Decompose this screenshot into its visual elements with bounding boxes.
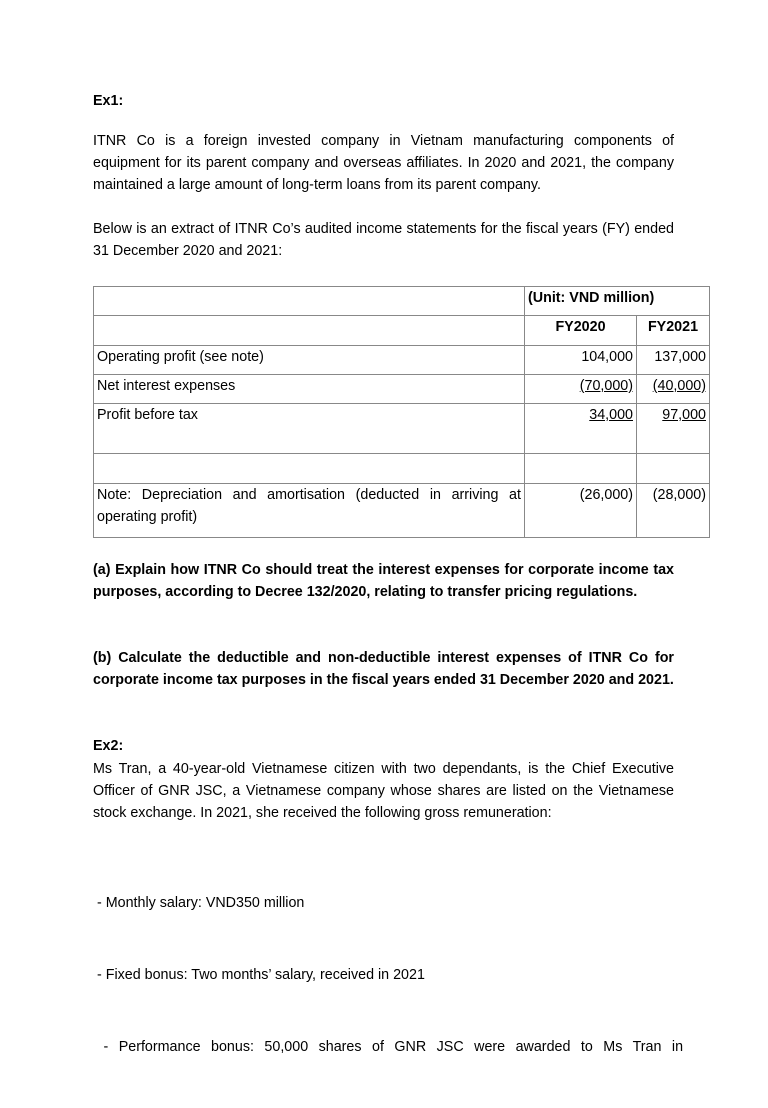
question-b: (b) Calculate the deductible and non-deductible interest expenses of ITNR Co for corporate income tax purposes in the fiscal years ended 31 December 2020 and 2021. — [93, 650, 674, 688]
list-item: - Fixed bonus: Two months’ salary, received in 2021 — [93, 967, 425, 983]
header-fy2020: FY2020 — [525, 316, 637, 346]
remuneration-list — [93, 848, 684, 1108]
header-fy2021: FY2021 — [637, 316, 710, 346]
ex2-heading: Ex2: — [93, 738, 124, 754]
table-row: Operating profit (see note) 104,000 137,000 — [94, 346, 710, 375]
ex1-heading: Ex1: — [93, 93, 124, 109]
question-a: (a) Explain how ITNR Co should treat the interest expenses for corporate income tax purposes, according to Decree 132/2020, relating to transfer pricing regulations. — [93, 562, 674, 600]
table-row: Net interest expenses (70,000) (40,000) — [94, 375, 710, 404]
unit-label: (Unit: VND million) — [525, 287, 710, 316]
list-item: - Monthly salary: VND350 million — [93, 895, 305, 911]
table-row: Profit before tax 34,000 97,000 — [94, 404, 710, 454]
list-item: - Performance bonus: 50,000 shares of GNR JSC were awarded to Ms Tran in — [93, 1039, 684, 1055]
ex2-paragraph-1: Ms Tran, a 40-year-old Vietnamese citizen with two dependants, is the Chief Executive Officer of GNR JSC, a Vietnamese company whose shares are listed on the Vietnamese stock exchange. In 2021, she received the following gross remuneration: — [93, 761, 674, 821]
ex1-paragraph-2: Below is an extract of ITNR Co’s audited income statements for the fiscal years (FY) ended 31 December 2020 and 2021: — [93, 221, 674, 259]
income-statement-table — [93, 286, 710, 538]
ex1-paragraph-1: ITNR Co is a foreign invested company in Vietnam manufacturing components of equipment for its parent company and overseas affiliates. In 2020 and 2021, the company maintained a large amount of long-term loans from its parent company. — [93, 133, 674, 193]
table-row: Note: Depreciation and amortisation (deducted in arriving at operating profit) (26,000) (28,000) — [94, 484, 710, 538]
